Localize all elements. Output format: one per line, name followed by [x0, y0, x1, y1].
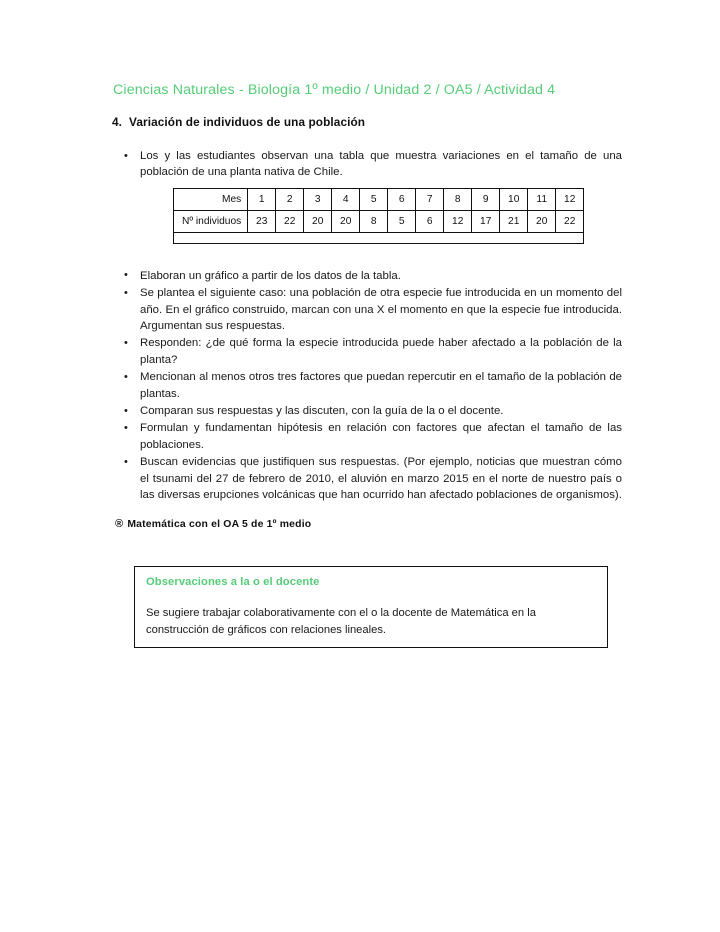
list-item-text: Elaboran un gráfico a partir de los datos de la tabla.: [140, 269, 401, 282]
cell-mes-4: 4: [332, 189, 360, 211]
cell-mes-9: 9: [472, 189, 500, 211]
breadcrumb: Ciencias Naturales - Biología 1º medio / Unidad 2 / OA5 / Actividad 4: [113, 82, 556, 98]
list-item-text: Comparan sus respuestas y las discuten, con la guía de la o el docente.: [140, 405, 504, 418]
list-item: [122, 420, 622, 453]
list-item: [122, 454, 622, 503]
oa-connection-note: [115, 518, 311, 530]
cell-mes-3: 3: [304, 189, 332, 211]
list-item-text: Responden: ¿de qué forma la especie introducida puede haber afectado a la población de la planta?: [140, 337, 622, 366]
list-item: [122, 335, 622, 368]
table-bottom-rule: [173, 232, 584, 244]
list-item: [122, 285, 622, 334]
cell-mes-11: 11: [528, 189, 556, 211]
observations-box: [134, 566, 608, 648]
cell-ind-8: 12: [444, 211, 472, 233]
list-item-text: Mencionan al menos otros tres factores que puedan repercutir en el tamaño de la población de plantas.: [140, 371, 622, 400]
cell-ind-4: 20: [332, 211, 360, 233]
table-row: [174, 189, 584, 211]
cell-mes-8: 8: [444, 189, 472, 211]
row-header-individuos: Nº individuos: [174, 211, 248, 233]
oa-note-text: Matemática con el OA 5 de 1º medio: [127, 519, 312, 530]
cell-ind-2: 22: [276, 211, 304, 233]
cell-ind-12: 22: [556, 211, 584, 233]
list-item: [122, 148, 622, 181]
list-item-text: Los y las estudiantes observan una tabla que muestra variaciones en el tamaño de una población de una planta nativa de Chile.: [140, 150, 622, 179]
observations-title: Observaciones a la o el docente: [146, 576, 320, 588]
cell-ind-3: 20: [304, 211, 332, 233]
table-row: [174, 211, 584, 233]
cell-ind-6: 5: [388, 211, 416, 233]
activity-title-text: Variación de individuos de una población: [129, 115, 366, 129]
cell-mes-7: 7: [416, 189, 444, 211]
cell-mes-6: 6: [388, 189, 416, 211]
list-item: [122, 403, 622, 419]
observations-body: Se sugiere trabajar colaborativamente con el o la docente de Matemática en la construcción de gráficos con relaciones lineales.: [146, 607, 536, 636]
row-header-mes: Mes: [174, 189, 248, 211]
cell-ind-1: 23: [248, 211, 276, 233]
cell-mes-5: 5: [360, 189, 388, 211]
cell-mes-1: 1: [248, 189, 276, 211]
cell-mes-10: 10: [500, 189, 528, 211]
cell-ind-5: 8: [360, 211, 388, 233]
cell-ind-11: 20: [528, 211, 556, 233]
list-item-text: Se plantea el siguiente caso: una población de otra especie fue introducida en un momento del año. En el gráfico construido, marcan con una X el momento en que la especie fue introducida. Argumentan sus respuestas.: [140, 287, 622, 333]
list-item-text: Formulan y fundamentan hipótesis en relación con factores que afectan el tamaño de las poblaciones.: [140, 422, 622, 451]
cell-ind-10: 21: [500, 211, 528, 233]
cell-ind-9: 17: [472, 211, 500, 233]
list-item-text: Buscan evidencias que justifiquen sus respuestas. (Por ejemplo, noticias que muestran cómo el tsunami del 27 de febrero de 2010, el aluvión en marzo 2015 en el norte de nuestro país o las diversas erupciones volcánicas que han ocurrido han afectado poblaciones de organismos).: [140, 456, 622, 502]
page-title: [112, 115, 365, 129]
activity-number: 4.: [112, 115, 123, 129]
cell-mes-2: 2: [276, 189, 304, 211]
list-item: [122, 268, 622, 284]
cell-ind-7: 6: [416, 211, 444, 233]
cell-mes-12: 12: [556, 189, 584, 211]
table: [173, 188, 584, 233]
registered-mark-icon: ®: [115, 518, 124, 530]
list-item: [122, 369, 622, 402]
population-data-table: [173, 188, 584, 244]
